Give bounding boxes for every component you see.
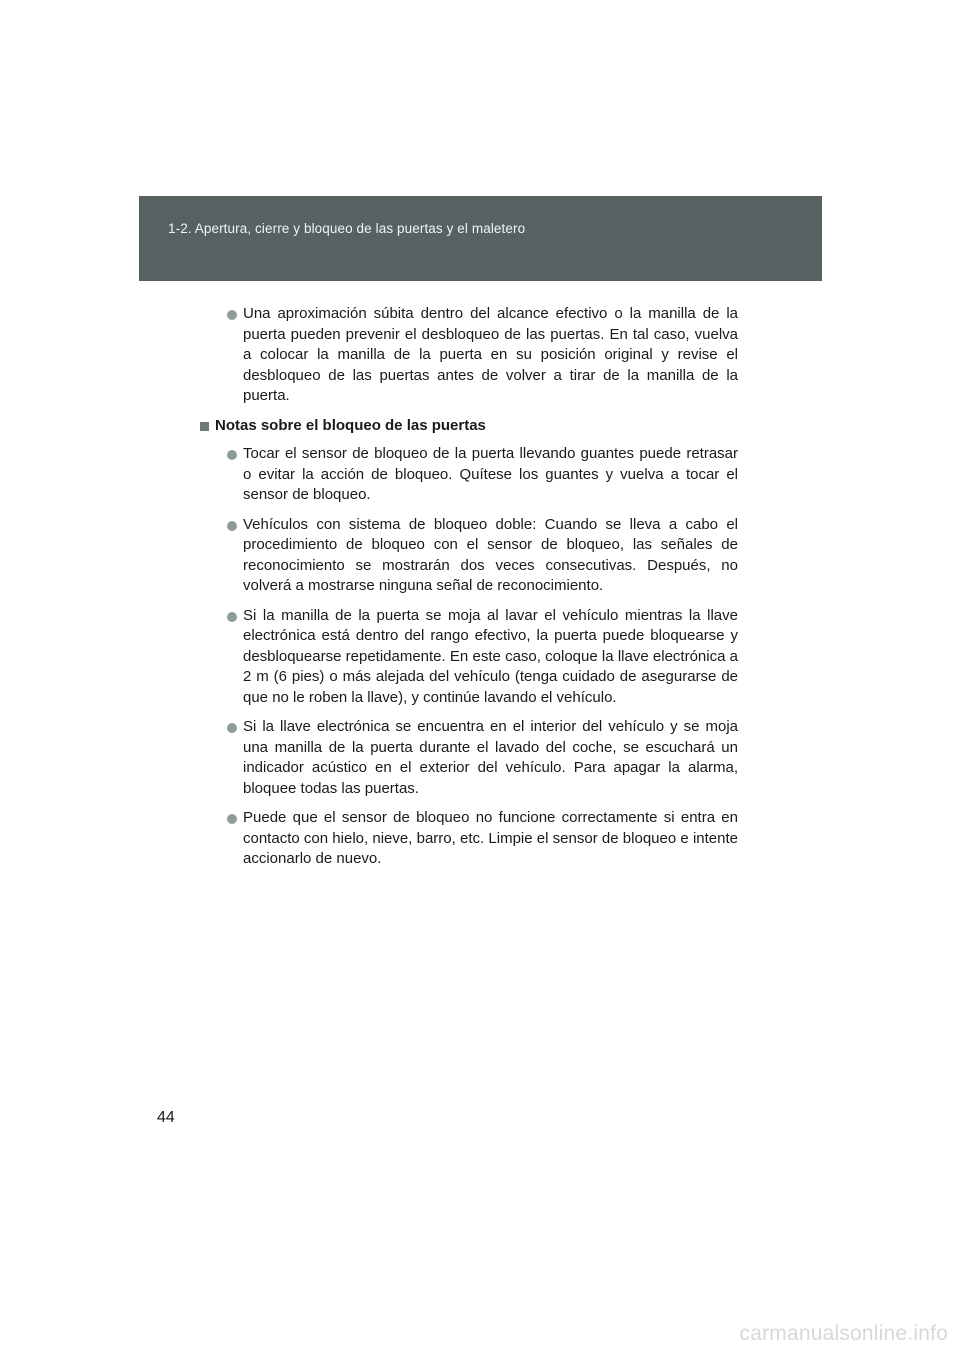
bullet-dot-icon [227, 814, 237, 824]
bullet-item-washing [200, 606, 738, 709]
bullet-text: Puede que el sensor de bloqueo no funcione correctamente si entra en contacto con hielo, nieve, barro, etc. Limpie el sensor de bloqueo e intente accionarlo de nuevo. [243, 809, 738, 867]
bullet-text: Tocar el sensor de bloqueo de la puerta llevando guantes puede retrasar o evitar la acción de bloqueo. Quítese los guantes y vuelva a tocar el sensor de bloqueo. [243, 445, 738, 503]
bullet-item-gloves [200, 444, 738, 506]
bullet-item-intro [200, 304, 738, 407]
watermark-text: carmanualsonline.info [739, 1322, 948, 1345]
section-header-band [139, 196, 822, 281]
bullet-dot-icon [227, 521, 237, 531]
section-heading [200, 416, 738, 437]
bullet-dot-icon [227, 310, 237, 320]
bullet-item-alarm [200, 717, 738, 799]
bullet-text: Una aproximación súbita dentro del alcance efectivo o la manilla de la puerta pueden prevenir el desbloqueo de las puertas. En tal caso, vuelva a colocar la manilla de la puerta en su posición original y revise el desbloqueo de las puertas antes de volver a tirar de la manilla de la puerta. [243, 305, 738, 404]
bullet-text: Si la llave electrónica se encuentra en el interior del vehículo y se moja una manilla de la puerta durante el lavado del coche, se escuchará un indicador acústico en el exterior del vehículo. Para apagar la alarma, bloquee todas las puertas. [243, 718, 738, 797]
bullet-text: Vehículos con sistema de bloqueo doble: Cuando se lleva a cabo el procedimiento de bloqueo con el sensor de bloqueo, las señales de reconocimiento se mostrarán dos veces consecutivas. Después, no volverá a mostrarse ninguna señal de reconocimiento. [243, 515, 738, 594]
page-number: 44 [157, 1109, 175, 1126]
square-bullet-icon [200, 422, 209, 431]
section-header-title: 1-2. Apertura, cierre y bloqueo de las puertas y el maletero [168, 221, 526, 236]
bullet-item-double-lock [200, 515, 738, 597]
bullet-item-ice [200, 808, 738, 870]
section-heading-text: Notas sobre el bloqueo de las puertas [215, 416, 486, 434]
bullet-dot-icon [227, 723, 237, 733]
page-content [200, 304, 738, 879]
bullet-dot-icon [227, 450, 237, 460]
bullet-text: Si la manilla de la puerta se moja al lavar el vehículo mientras la llave electrónica está dentro del rango efectivo, la puerta puede bloquearse y desbloquearse repetidamente. En este caso, coloque la llave electrónica a 2 m (6 pies) o más alejada del vehículo (tenga cuidado de asegurarse de que no le roben la llave), y continúe lavando el vehículo. [243, 606, 738, 706]
bullet-dot-icon [227, 612, 237, 622]
